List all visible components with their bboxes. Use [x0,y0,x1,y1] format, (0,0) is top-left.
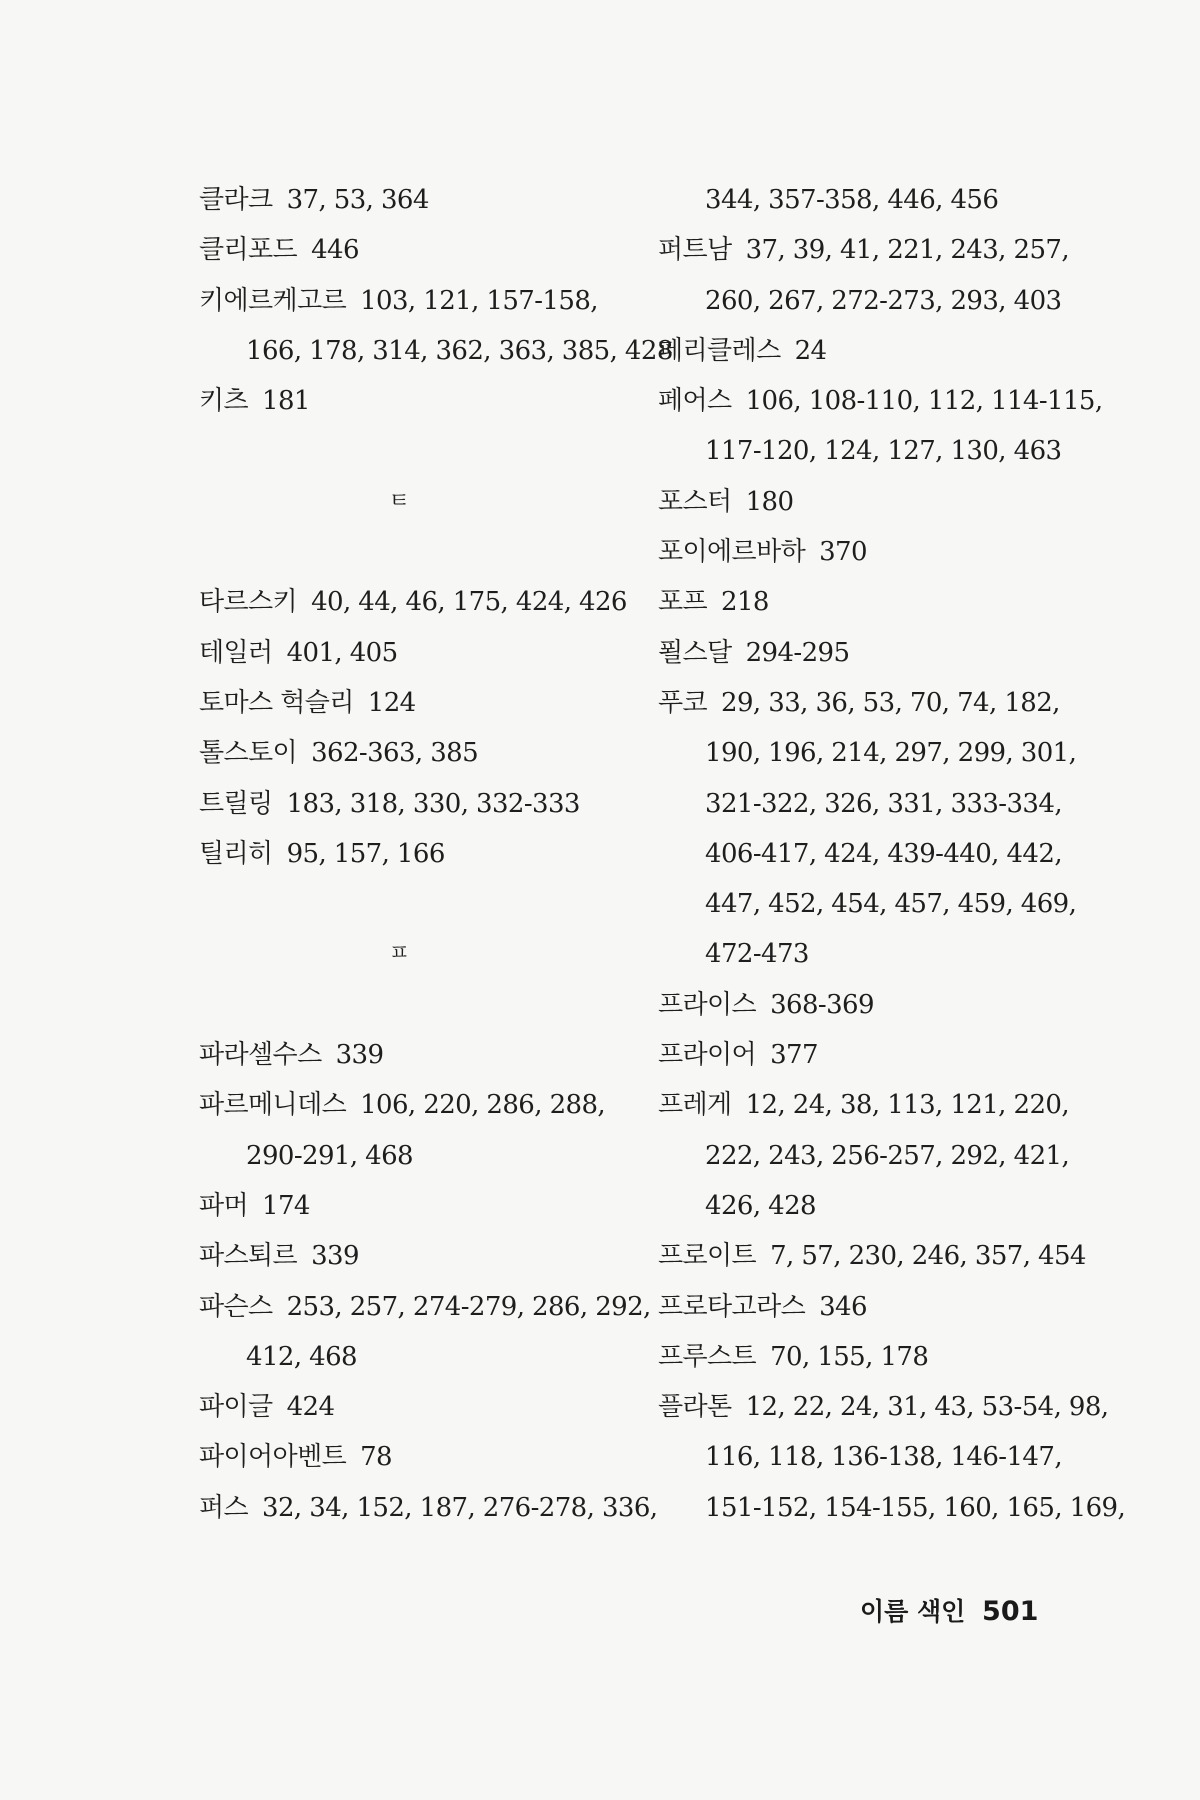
index-entry [658,326,1078,376]
entry-pages: 346 [819,1291,867,1322]
index-entry [658,225,1078,275]
entry-name: 파스퇴르 [199,1241,298,1272]
entry-pages: 124 [367,687,416,718]
entry-name: 파슨스 [199,1291,273,1322]
entry-name: 트릴링 [199,788,273,819]
entry-pages: 174 [262,1190,310,1221]
index-entry [199,1030,639,1080]
entry-pages-continued: 290-291, 468 [246,1140,413,1171]
entry-pages: 180 [745,486,794,517]
page-footer [860,1592,1110,1628]
entry-name: 프로타고라스 [658,1291,806,1322]
entry-pages-continued: 117-120, 124, 127, 130, 463 [705,436,1062,467]
entry-pages-continued: 426, 428 [705,1190,816,1221]
entry-pages: 103, 121, 157-158, [360,285,598,316]
entry-name: 퍼스 [199,1492,249,1523]
index-entry [199,678,639,728]
index-entry [199,728,639,778]
entry-pages: 95, 157, 166 [286,838,445,869]
footer-label: 이름 색인 [860,1597,966,1626]
index-entry [658,477,1078,527]
entry-name: 포프 [658,587,708,618]
entry-name: 테일러 [199,637,273,668]
entry-name: 퍼트남 [658,235,732,266]
entry-pages-continued: 151-152, 154-155, 160, 165, 169, [705,1492,1126,1523]
entry-name: 토마스 헉슬리 [199,687,354,718]
entry-pages-continued: 116, 118, 136-138, 146-147, [705,1442,1062,1473]
index-entry [199,1181,639,1231]
entry-pages-continued: 222, 243, 256-257, 292, 421, [705,1140,1070,1171]
entry-name: 프루스트 [658,1341,757,1372]
page-number: 501 [982,1596,1039,1627]
index-entry [199,1382,639,1432]
index-entry [199,577,639,627]
entry-pages: 12, 22, 24, 31, 43, 53-54, 98, [745,1392,1109,1423]
entry-pages: 446 [311,235,359,266]
entry-pages: 78 [360,1442,392,1473]
section-gap [199,879,639,929]
entry-pages: 368-369 [770,989,874,1020]
entry-pages: 339 [335,1040,384,1071]
index-entry [658,1080,1078,1130]
entry-pages: 424 [286,1392,335,1423]
index-entry [199,225,639,275]
entry-name: 페리클레스 [658,335,781,366]
index-entry [199,1231,639,1281]
index-entry [199,1483,658,1533]
index-entry [658,376,1103,426]
entry-name: 플라톤 [658,1392,732,1423]
index-entry [658,577,1078,627]
entry-name: 파이글 [199,1392,273,1423]
entry-pages-continued: 472-473 [705,939,809,970]
entry-pages: 401, 405 [286,637,398,668]
entry-pages: 37, 53, 364 [286,185,429,215]
index-entry [199,376,639,426]
entry-pages: 181 [262,386,310,417]
section-heading: ㅌ [388,488,410,514]
entry-pages: 37, 39, 41, 221, 243, 257, [745,235,1070,266]
entry-name: 프로이트 [658,1241,757,1272]
index-entry [658,1282,1078,1332]
entry-pages-continued: 260, 267, 272-273, 293, 403 [705,285,1062,316]
entry-pages: 7, 57, 230, 246, 357, 454 [770,1241,1086,1272]
entry-name: 키에르케고르 [199,285,347,316]
entry-pages: 339 [311,1241,359,1272]
index-entry [658,1332,1078,1382]
entry-pages: 370 [819,537,867,568]
index-entry [199,175,639,225]
entry-pages-continued: 321-322, 326, 331, 333-334, [705,788,1062,819]
index-entry [199,276,639,326]
section-heading: ㅍ [388,941,410,967]
entry-name: 클라크 [199,185,273,215]
entry-pages-continued: 344, 357-358, 446, 456 [705,185,999,215]
entry-name: 프라이어 [658,1040,757,1071]
entry-pages: 40, 44, 46, 175, 424, 426 [311,587,627,618]
entry-pages-continued: 190, 196, 214, 297, 299, 301, [705,738,1077,769]
entry-name: 푸코 [658,687,708,718]
entry-pages: 377 [770,1040,818,1071]
right-index-column [658,175,1126,1533]
entry-pages: 106, 108-110, 112, 114-115, [745,386,1103,417]
entry-name: 프라이스 [658,989,757,1020]
section-gap [199,426,639,476]
entry-pages: 24 [794,335,827,366]
entry-pages: 253, 257, 274-279, 286, 292, [286,1291,651,1322]
index-entry [658,980,1078,1030]
entry-name: 포이에르바하 [658,537,806,568]
index-entry [658,628,1078,678]
left-index-column [199,175,673,1533]
index-entry [199,1282,651,1332]
entry-name: 페어스 [658,386,732,417]
entry-name: 클리포드 [199,235,298,266]
entry-pages: 12, 24, 38, 113, 121, 220, [745,1090,1070,1121]
entry-pages: 218 [721,587,769,618]
index-entry [199,628,639,678]
entry-name: 파이어아벤트 [199,1442,347,1473]
entry-name: 톨스토이 [199,738,298,769]
index-entry [658,678,1078,728]
entry-pages: 362-363, 385 [311,738,479,769]
entry-pages: 29, 33, 36, 53, 70, 74, 182, [721,687,1060,718]
entry-name: 프레게 [658,1090,732,1121]
entry-name: 파르메니데스 [199,1090,347,1121]
entry-name: 틸리히 [199,838,273,869]
entry-name: 타르스키 [199,587,298,618]
index-entry [658,527,1078,577]
index-entry [199,1080,639,1130]
entry-name: 푈스달 [658,637,732,668]
index-entry [658,1231,1086,1281]
index-entry [658,1382,1109,1432]
entry-pages: 294-295 [745,637,850,668]
entry-pages: 106, 220, 286, 288, [360,1090,606,1121]
entry-pages-continued: 406-417, 424, 439-440, 442, [705,838,1062,869]
index-entry [199,779,639,829]
section-gap [199,527,639,577]
entry-pages-continued: 447, 452, 454, 457, 459, 469, [705,889,1077,920]
entry-pages-continued: 166, 178, 314, 362, 363, 385, 428 [246,335,673,366]
entry-pages: 183, 318, 330, 332-333 [286,788,580,819]
entry-name: 파라셀수스 [199,1040,322,1071]
entry-name: 파머 [199,1190,249,1221]
index-entry [199,829,639,879]
section-gap [199,980,639,1030]
index-entry [199,1432,639,1482]
entry-pages-continued: 412, 468 [246,1341,357,1372]
entry-name: 포스터 [658,486,732,517]
entry-pages: 70, 155, 178 [770,1341,929,1372]
entry-pages: 32, 34, 152, 187, 276-278, 336, [262,1492,658,1523]
index-entry [658,1030,1078,1080]
entry-name: 키츠 [199,386,249,417]
